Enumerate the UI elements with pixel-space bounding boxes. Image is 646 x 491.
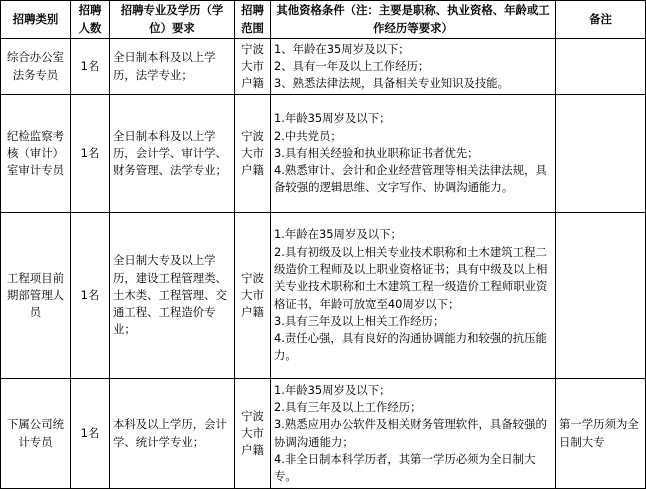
row-conditions bbox=[271, 379, 556, 489]
header-major: 招聘专业及学历（学位）要求 bbox=[110, 1, 235, 39]
header-row bbox=[1, 1, 646, 39]
row-remark bbox=[556, 213, 646, 379]
condition-item: 3.具有相关经验和执业职称证书者优先； bbox=[274, 145, 479, 160]
table-row bbox=[1, 95, 646, 213]
row-scope: 宁波大市户籍 bbox=[235, 379, 271, 489]
row-count: 1名 bbox=[71, 95, 110, 213]
header-other-conditions: 其他资格条件（注：主要是职称、执业资格、年龄或工作经历等要求） bbox=[271, 1, 556, 39]
header-category: 招聘类别 bbox=[1, 1, 71, 39]
condition-item: 4.熟悉审计、会计和企业经营管理等相关法律法规，具备较强的逻辑思维、文字写作、协调沟通能力。 bbox=[274, 163, 547, 195]
condition-item: 1.年龄在35周岁及以下； bbox=[274, 227, 402, 242]
row-category: 纪检监察考核（审计）室审计专员 bbox=[1, 95, 71, 213]
row-category: 综合办公室法务专员 bbox=[1, 39, 71, 95]
condition-item: 2、具有一年及以上工作经历； bbox=[274, 58, 430, 73]
header-scope: 招聘范围 bbox=[235, 1, 271, 39]
row-count: 1名 bbox=[71, 39, 110, 95]
row-major: 全日制大专及以上学历，建设工程管理类、土木类、工程管理、交通工程、工程造价专业； bbox=[110, 213, 235, 379]
row-count: 1名 bbox=[71, 379, 110, 489]
row-remark bbox=[556, 39, 646, 95]
condition-item: 1.年龄35周岁及以下； bbox=[274, 111, 391, 126]
table-row bbox=[1, 379, 646, 489]
row-scope: 宁波大市户籍 bbox=[235, 39, 271, 95]
header-count: 招聘人数 bbox=[71, 1, 110, 39]
row-remark: 第一学历须为全日制大专 bbox=[556, 379, 646, 489]
row-major: 全日制本科及以上学历，法学专业； bbox=[110, 39, 235, 95]
table-row bbox=[1, 39, 646, 95]
condition-item: 1.年龄35周岁及以下； bbox=[274, 382, 391, 397]
row-category: 工程项目前期部管理人员 bbox=[1, 213, 71, 379]
row-scope: 宁波大市户籍 bbox=[235, 213, 271, 379]
condition-item: 2.具有三年及以上工作经历； bbox=[274, 399, 422, 414]
row-remark bbox=[556, 95, 646, 213]
row-category: 下属公司统计专员 bbox=[1, 379, 71, 489]
row-conditions bbox=[271, 39, 556, 95]
row-scope: 宁波大市户籍 bbox=[235, 95, 271, 213]
condition-item: 4.非全日制本科学历者，其第一学历必须为全日制大专。 bbox=[274, 451, 536, 484]
condition-item: 2.具有初级及以上相关专业技术职称和土木建筑工程二级造价工程师及以上职业资格证书；具有中级及以上相关专业技术职称和土木建筑工程一级造价工程师职业资格证书，年龄可放宽至40周岁以下； bbox=[274, 244, 548, 311]
condition-item: 3、熟悉法律法规，具备相关专业知识及技能。 bbox=[274, 76, 510, 91]
row-major: 本科及以上学历，会计学、统计学专业； bbox=[110, 379, 235, 489]
row-conditions bbox=[271, 95, 556, 213]
condition-item: 3.具有三年及以上相关工作经历； bbox=[274, 313, 445, 328]
condition-item: 1、年龄在35周岁及以下； bbox=[274, 41, 410, 56]
condition-item: 4.责任心强，具有良好的沟通协调能力和较强的抗压能力。 bbox=[274, 331, 547, 363]
condition-item: 2.中共党员； bbox=[274, 128, 342, 143]
row-major: 全日制本科及以上学历，会计学、审计学、财务管理、法学专业； bbox=[110, 95, 235, 213]
table-row bbox=[1, 213, 646, 379]
header-remark: 备注 bbox=[556, 1, 646, 39]
row-count: 1名 bbox=[71, 213, 110, 379]
row-conditions bbox=[271, 213, 556, 379]
condition-item: 3.熟悉应用办公软件及相关财务管理软件，具备较强的协调沟通能力； bbox=[274, 417, 547, 449]
